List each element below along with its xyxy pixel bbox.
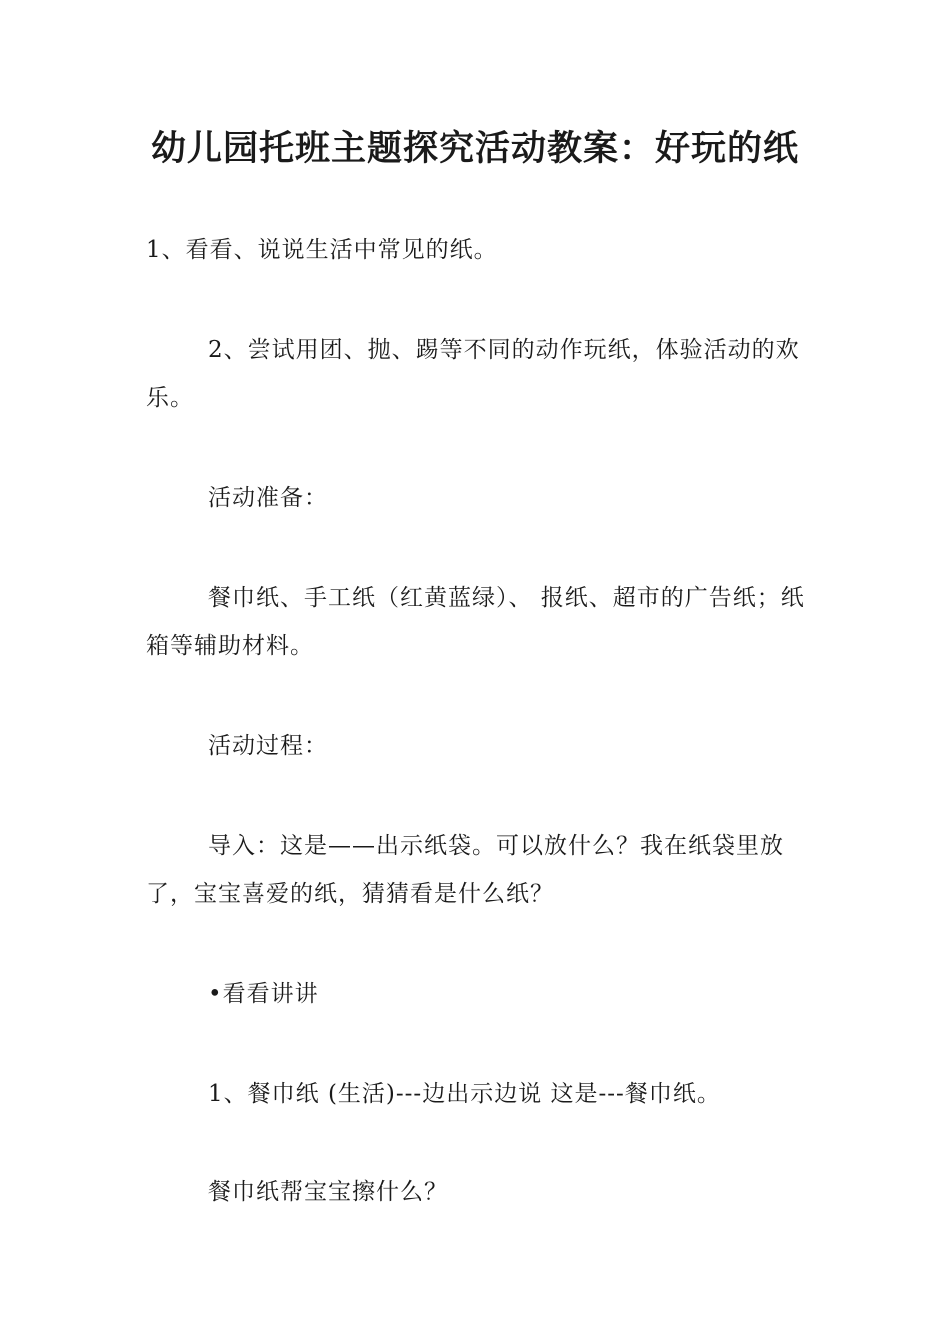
paragraph-napkin-question: 餐巾纸帮宝宝擦什么？ — [208, 1179, 448, 1205]
heading-look-and-talk: •看看讲讲 — [208, 981, 319, 1007]
paragraph-napkin: 1、餐巾纸 (生活)---边出示边说 这是---餐巾纸。 — [208, 1081, 721, 1107]
heading-process: 活动过程： — [208, 733, 328, 759]
paragraph-objective-1: 1、看看、说说生活中常见的纸。 — [146, 237, 498, 263]
heading-preparation: 活动准备： — [208, 485, 328, 511]
paragraph-objective-2: 2、尝试用团、抛、踢等不同的动作玩纸，体验活动的欢乐。 — [146, 337, 800, 411]
paragraph-materials: 餐巾纸、手工纸（红黄蓝绿）、 报纸、超市的广告纸；纸箱等辅助材料。 — [146, 585, 805, 659]
document-title: 幼儿园托班主题探究活动教案：好玩的纸 — [150, 129, 799, 169]
paragraph-introduction: 导入：这是——出示纸袋。可以放什么？我在纸袋里放了，宝宝喜爱的纸，猜猜看是什么纸？ — [146, 833, 784, 907]
